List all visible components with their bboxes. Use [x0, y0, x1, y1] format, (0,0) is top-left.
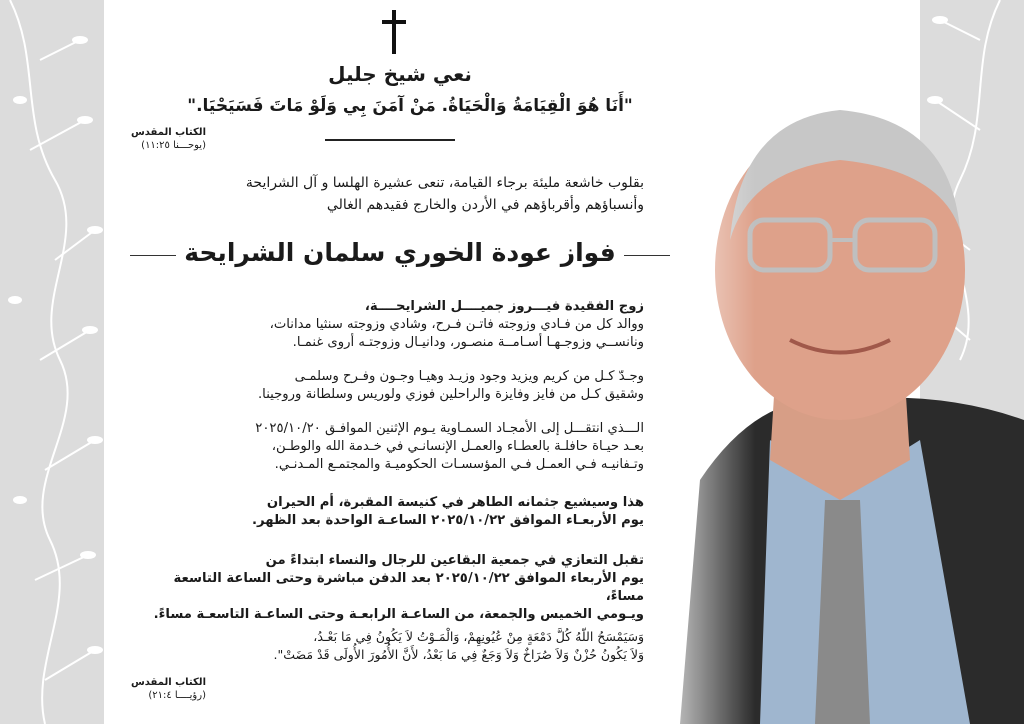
condolences-line: تقبل التعازي في جمعية البقاعين للرجال والنساء ابتداءً من: [265, 553, 644, 568]
funeral-line: يوم الأربعـاء الموافق ٢٠٢٥/١٠/٢٢ الساعـة الواحدة بعد الظهر.: [252, 513, 644, 528]
closing-source-ref: (رؤيــــا ٢١:٤): [148, 690, 206, 701]
intro-text: [150, 172, 644, 216]
condolences-line: ويـومي الخميس والجمعة، من الساعـة الرابعـة وحتى الساعـة التاسعـة مساءً.: [153, 607, 644, 622]
deceased-name: فواز عودة الخوري سلمان الشرايحة: [184, 238, 616, 267]
portrait-photo: [640, 60, 1024, 724]
closing-source: [120, 676, 206, 702]
verse-source-ref: (يوحـــنا ١١:٢٥): [141, 140, 206, 151]
family-block: [150, 298, 644, 352]
funeral-block: [150, 494, 644, 530]
spouse-line: زوج الفقيدة فيـــروز جميــــل الشرايحــــة،: [364, 299, 644, 314]
closing-verse: [150, 628, 644, 664]
left-floral-border: [0, 0, 104, 724]
page-title: نعي شيخ جليل: [328, 62, 472, 86]
verse-source: [120, 126, 206, 152]
verse-source-title: الكتاب المقدس: [130, 127, 206, 138]
passing-line: وتـفانيـه فـي العمـل فـي المؤسسـات الحكوميـة والمجتمـع المـدنـي.: [274, 457, 644, 472]
opening-verse: "أَنَا هُوَ الْقِيَامَةُ وَالْحَيَاةُ. مَنْ آمَنَ بِي وَلَوْ مَاتَ فَسَيَحْيَا.": [187, 96, 633, 116]
intro-line: بقلوب خاشعة مليئة برجاء القيامة، تنعى عشيرة الهلسا و آل الشرايحة: [245, 175, 644, 191]
closing-source-title: الكتاب المقدس: [130, 677, 206, 688]
children-line: ووالد كل من فـادي وزوجته فاتـن فـرح، وشادي وزوجته سنثيا مدانات،: [269, 317, 644, 332]
closing-verse-line: وَسَيَمْسَحُ اللّهُ كُلَّ دَمْعَةٍ مِنْ عُيُونِهِمْ، وَالْمَـوْتُ لاَ يَكُونُ فِي مَا بَعْـدُ،: [313, 629, 644, 644]
funeral-line: هذا وسيشيع جثمانه الطاهر في كنيسة المقبرة، أم الحيران: [266, 495, 644, 510]
closing-verse-line: وَلاَ يَكُونُ حُزْنٌ وَلاَ صُرَاخٌ وَلاَ وَجَعٌ فِي مَا بَعْدُ، لأَنَّ الأُمُورَ الأُولَى قَدْ مَضَتْ".: [273, 647, 644, 662]
condolences-line: يوم الأربعاء الموافق ٢٠٢٥/١٠/٢٢ بعد الدفن مباشرة وحتى الساعة التاسعة مساءً،: [173, 571, 644, 604]
latin-cross-icon: [382, 10, 406, 54]
intro-line: وأنسباؤهم وأقرباؤهم في الأردن والخارج فقيدهم الغالي: [326, 197, 644, 213]
branch-pattern-icon: [0, 0, 104, 724]
condolences-block: [150, 552, 644, 624]
passing-line: الـــذي انتقـــل إلى الأمجـاد السمـاوية يـوم الإثنين الموافـق ٢٠٢٥/١٠/٢٠: [255, 421, 644, 436]
deceased-name-row: [130, 238, 670, 274]
name-divider-right: [624, 255, 670, 256]
grandchildren-block: [150, 368, 644, 404]
grandchildren-line: وشقيق كـل من فايز وفايزة والراحلين فوزي ولوريس وسلطانة وروجينا.: [257, 387, 644, 402]
passing-line: بعـد حيـاة حافلـة بالعطـاء والعمـل الإنسانـي في خـدمة الله والوطـن،: [271, 439, 644, 454]
passing-block: [150, 420, 644, 474]
grandchildren-line: وجـدّ كـل من كريم ويزيد وجود وزيـد وهيـا وجـون وفـرح وسلمـى: [294, 369, 644, 384]
children-line: ونانســي وزوجـهـا أسـامــة منصـور، ودانيـال وزوجتـه أروى غنمـا.: [292, 335, 644, 350]
divider: [325, 139, 455, 141]
